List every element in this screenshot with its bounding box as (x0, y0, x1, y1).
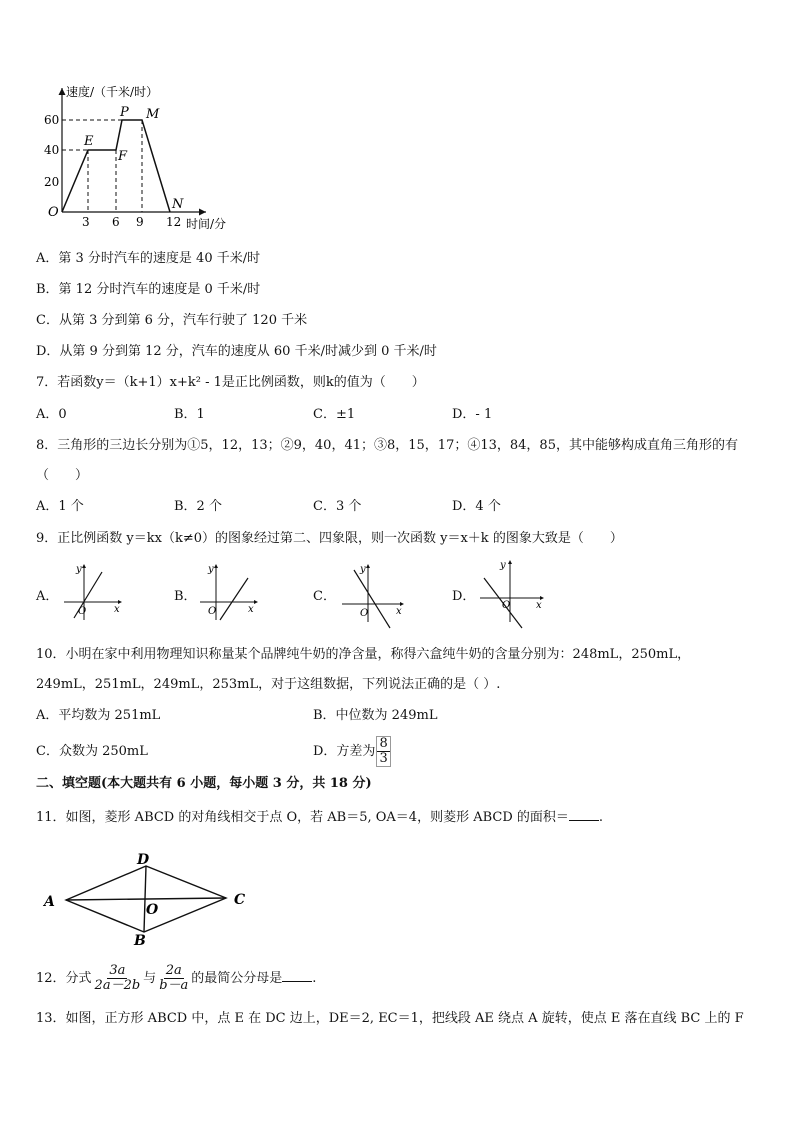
q9-stem: 9．正比例函数 y＝kx（k≠0）的图象经过第二、四象限，则一次函数 y＝x＋k 的图象大致是（ ） (36, 531, 623, 546)
point-F: F (118, 149, 128, 164)
y-tick-20: 20 (44, 175, 60, 189)
section2-title: 二、填空题(本大题共有 6 小题，每小题 3 分，共 18 分) (36, 776, 372, 791)
svg-text:y: y (500, 560, 506, 571)
q8-option-c: C．3 个 (313, 499, 362, 514)
svg-text:y: y (360, 564, 366, 575)
q13-stem: 13．如图，正方形 ABCD 中，点 E 在 DC 边上，DE＝2, EC＝1，把线段 AE 绕点 A 旋转，使点 E 落在直线 BC 上的 F (36, 1011, 744, 1026)
q9-graph-b (198, 562, 262, 622)
label-O: O (146, 902, 159, 918)
q12-fraction-2 (157, 964, 190, 993)
x-tick-6: 6 (112, 215, 120, 229)
q10-option-d-fraction (376, 736, 390, 767)
svg-text:x: x (536, 600, 542, 611)
label-C: C (234, 892, 246, 908)
q10-option-d (313, 736, 392, 767)
q12-fraction-2-numerator: 2a (165, 963, 182, 978)
q7-option-b: B．1 (174, 407, 205, 422)
q7-option-d: D．- 1 (452, 407, 493, 422)
svg-text:x: x (396, 606, 402, 617)
label-B: B (134, 933, 146, 949)
q10-option-b: B．中位数为 249mL (313, 708, 438, 723)
q10-option-a: A．平均数为 251mL (36, 708, 161, 723)
diagonal-bd (144, 866, 146, 932)
svg-text:O: O (360, 608, 369, 619)
q12-suffix: 的最简公分母是 (191, 971, 283, 986)
svg-text:O: O (78, 606, 87, 617)
label-D: D (137, 852, 150, 868)
q7-stem: 7．若函数y＝（k+1）x+k² - 1是正比例函数，则k的值为（ ） (36, 375, 425, 390)
q6-option-d: D．从第 9 分到第 12 分，汽车的速度从 60 千米/时减少到 0 千米/时 (36, 344, 437, 359)
q12-stem (36, 964, 316, 998)
q8-option-d: D．4 个 (452, 499, 501, 514)
point-P: P (120, 105, 129, 120)
q12-middle: 与 (143, 971, 157, 986)
x-tick-12: 12 (166, 215, 182, 229)
y-axis-label: 速度/（千米/时） (66, 85, 159, 99)
q9-graph-c (340, 562, 408, 632)
q10-fraction-denominator: 3 (379, 751, 388, 766)
svg-text:O: O (208, 606, 217, 617)
y-tick-40: 40 (44, 143, 60, 157)
q9-option-c-label: C． (313, 589, 336, 604)
q10-stem: 10．小明在家中利用物理知识称量某个品牌纯牛奶的净含量，称得六盒纯牛奶的含量分别为：248mL，250mL， (36, 647, 691, 662)
q7-option-c: C．±1 (313, 407, 356, 422)
q8-option-b: B．2 个 (174, 499, 222, 514)
q12-fraction-1-denominator: 2a－2b (94, 978, 141, 993)
y-tick-60: 60 (44, 113, 60, 127)
svg-text:x: x (114, 604, 120, 615)
q10-stem-2: 249mL，251mL，249mL，253mL，对于这组数据，下列说法正确的是（ ）. (36, 677, 501, 692)
q8-option-a: A．1 个 (36, 499, 84, 514)
q11-stem-text: 11．如图，菱形 ABCD 的对角线相交于点 O，若 AB＝5, OA＝4，则菱形 ABCD 的面积＝ (36, 810, 569, 825)
q9-line-b (220, 578, 248, 620)
q10-fraction-numerator: 8 (379, 736, 388, 751)
label-A: A (44, 894, 55, 910)
x-tick-3: 3 (82, 215, 90, 229)
q9-option-a-label: A． (36, 589, 59, 604)
q9-graph-d (478, 558, 548, 630)
svg-text:y: y (76, 564, 82, 575)
q7-option-a: A．0 (36, 407, 67, 422)
q9-option-d-label: D． (452, 589, 476, 604)
q9-graph-a (62, 562, 126, 622)
speed-time-graph (38, 82, 248, 232)
q12-fraction-2-denominator: b－a (159, 978, 189, 993)
point-E: E (84, 134, 94, 149)
q11-stem (36, 808, 603, 826)
point-M: M (146, 107, 160, 122)
rhombus-diagram (40, 850, 260, 950)
q8-stem: 8．三角形的三边长分别为①5，12，13；②9，40，41；③8，15，17；④13，84，85，其中能够构成直角三角形的有 (36, 438, 738, 453)
q11-stem-end: . (598, 810, 604, 825)
q12-fraction-1-numerator: 3a (109, 963, 126, 978)
q6-option-b: B．第 12 分时汽车的速度是 0 千米/时 (36, 282, 261, 297)
q8-stem-2: （ ） (36, 468, 89, 483)
q12-answer-blank[interactable] (282, 969, 312, 982)
svg-text:O: O (502, 600, 511, 611)
q6-option-c: C．从第 3 分到第 6 分，汽车行驶了 120 千米 (36, 313, 308, 328)
origin-label: O (48, 205, 59, 220)
q9-line-c (354, 570, 390, 628)
x-axis-label: 时间/分 (186, 217, 227, 231)
q12-fraction-1 (93, 964, 143, 993)
q10-option-c: C．众数为 250mL (36, 744, 148, 759)
q10-option-d-text: D．方差为 (313, 744, 376, 759)
point-N: N (172, 197, 184, 212)
q11-answer-blank[interactable] (569, 808, 599, 821)
q9-option-b-label: B． (174, 589, 197, 604)
diagonal-ac (66, 898, 226, 900)
x-tick-9: 9 (136, 215, 144, 229)
svg-text:y: y (208, 564, 214, 575)
q12-end: . (312, 971, 317, 986)
q12-prefix: 12．分式 (36, 971, 92, 986)
svg-text:x: x (248, 604, 254, 615)
q6-option-a: A．第 3 分时汽车的速度是 40 千米/时 (36, 251, 261, 266)
